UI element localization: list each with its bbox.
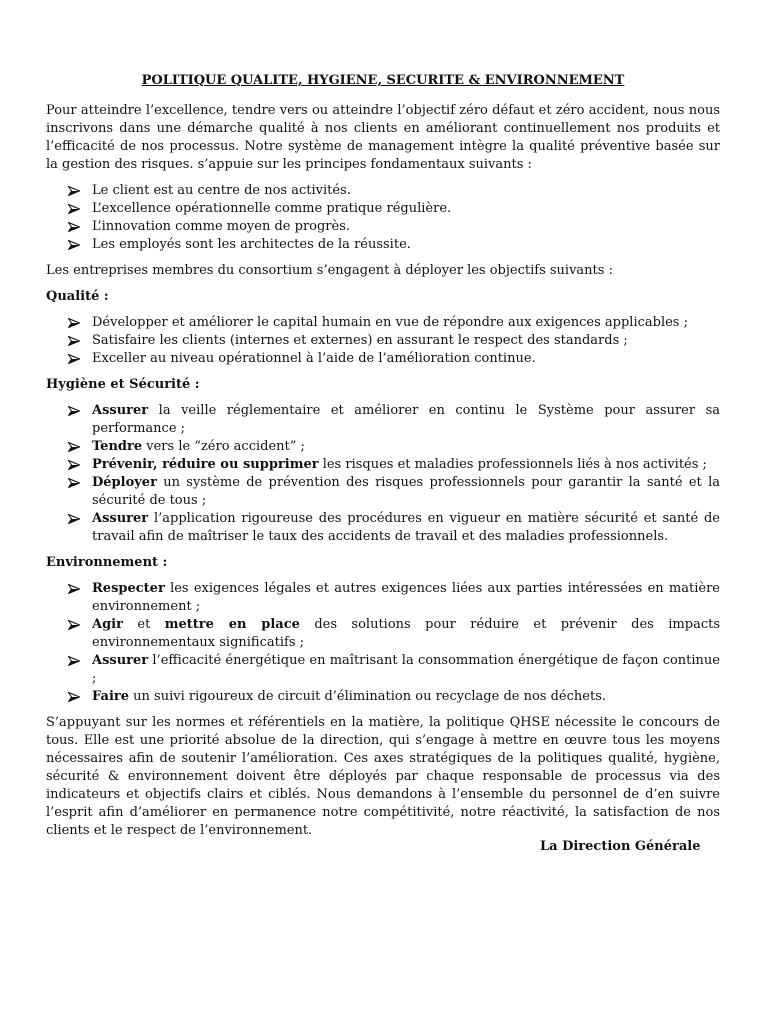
- arrowhead-bullet-icon: [68, 402, 82, 420]
- list-item: Déployer un système de prévention des risques professionnels pour garantir la santé et la sécurité de tous ;: [46, 474, 720, 510]
- document-title: POLITIQUE QUALITE, HYGIENE, SECURITE & ENVIRONNEMENT: [141, 73, 625, 88]
- list-item: Exceller au niveau opérationnel à l’aide de l’amélioration continue.: [46, 350, 720, 368]
- arrowhead-bullet-icon: [68, 350, 82, 368]
- hygiene-list: [46, 402, 720, 546]
- list-item: Respecter les exigences légales et autres exigences liées aux parties intéressées en matière environnement ;: [46, 580, 720, 616]
- list-item: L’excellence opérationnelle comme pratique régulière.: [46, 200, 720, 218]
- arrowhead-bullet-icon: [68, 182, 82, 200]
- list-item: Assurer l’application rigoureuse des procédures en vigueur en matière sécurité et santé de travail afin de maîtriser le taux des accidents de travail et des maladies professionnels.: [46, 510, 720, 546]
- list-item: L’innovation comme moyen de progrès.: [46, 218, 720, 236]
- intro-paragraph: Pour atteindre l’excellence, tendre vers ou atteindre l’objectif zéro défaut et zéro accident, nous nous inscrivons dans une démarche qualité à nos clients en améliorant continuellement nos produits et l’efficacité de nos processus. Notre système de management intègre la qualité préventive basée sur la gestion des risques. s’appuie sur les principes fondamentaux suivants :: [46, 103, 720, 172]
- arrowhead-bullet-icon: [68, 652, 82, 670]
- section-heading-qualite: Qualité :: [46, 289, 109, 304]
- list-item: Agir et mettre en place des solutions pour réduire et prévenir des impacts environnementaux significatifs ;: [46, 616, 720, 652]
- policy-document: [46, 72, 720, 854]
- arrowhead-bullet-icon: [68, 580, 82, 598]
- arrowhead-bullet-icon: [68, 236, 82, 254]
- arrowhead-bullet-icon: [68, 218, 82, 236]
- consortium-paragraph: Les entreprises membres du consortium s’engagent à déployer les objectifs suivants :: [46, 263, 613, 278]
- list-item: Développer et améliorer le capital humain en vue de répondre aux exigences applicables ;: [46, 314, 720, 332]
- section-heading-hygiene: Hygiène et Sécurité :: [46, 377, 200, 392]
- section-heading-environnement: Environnement :: [46, 555, 168, 570]
- principles-list: [46, 182, 720, 254]
- environnement-list: [46, 580, 720, 706]
- list-item: Satisfaire les clients (internes et externes) en assurant le respect des standards ;: [46, 332, 720, 350]
- signature: La Direction Générale: [540, 839, 701, 854]
- list-item: Assurer la veille réglementaire et améliorer en continu le Système pour assurer sa performance ;: [46, 402, 720, 438]
- arrowhead-bullet-icon: [68, 332, 82, 350]
- arrowhead-bullet-icon: [68, 200, 82, 218]
- arrowhead-bullet-icon: [68, 616, 82, 634]
- list-item: Le client est au centre de nos activités.: [46, 182, 720, 200]
- list-item: Assurer l’efficacité énergétique en maîtrisant la consommation énergétique de façon continue ;: [46, 652, 720, 688]
- conclusion-paragraph: S’appuyant sur les normes et référentiels en la matière, la politique QHSE nécessite le concours de tous. Elle est une priorité absolue de la direction, qui s’engage à mettre en œuvre tous les moyens nécessaires afin de soutenir l’amélioration. Ces axes stratégiques de la politiques qualité, hygiène, sécurité & environnement doivent être déployés par chaque responsable de processus via des indicateurs et objectifs clairs et ciblés. Nous demandons à l’ensemble du personnel de d’en suivre l’esprit afin d’améliorer en permanence notre compétitivité, notre réactivité, la satisfaction de nos clients et le respect de l’environnement.: [46, 715, 720, 838]
- arrowhead-bullet-icon: [68, 438, 82, 456]
- arrowhead-bullet-icon: [68, 688, 82, 706]
- list-item: Tendre vers le “zéro accident” ;: [46, 438, 720, 456]
- arrowhead-bullet-icon: [68, 314, 82, 332]
- arrowhead-bullet-icon: [68, 510, 82, 528]
- list-item: Faire un suivi rigoureux de circuit d’élimination ou recyclage de nos déchets.: [46, 688, 720, 706]
- qualite-list: [46, 314, 720, 368]
- list-item: Les employés sont les architectes de la réussite.: [46, 236, 720, 254]
- arrowhead-bullet-icon: [68, 474, 82, 492]
- list-item: Prévenir, réduire ou supprimer les risques et maladies professionnels liés à nos activités ;: [46, 456, 720, 474]
- arrowhead-bullet-icon: [68, 456, 82, 474]
